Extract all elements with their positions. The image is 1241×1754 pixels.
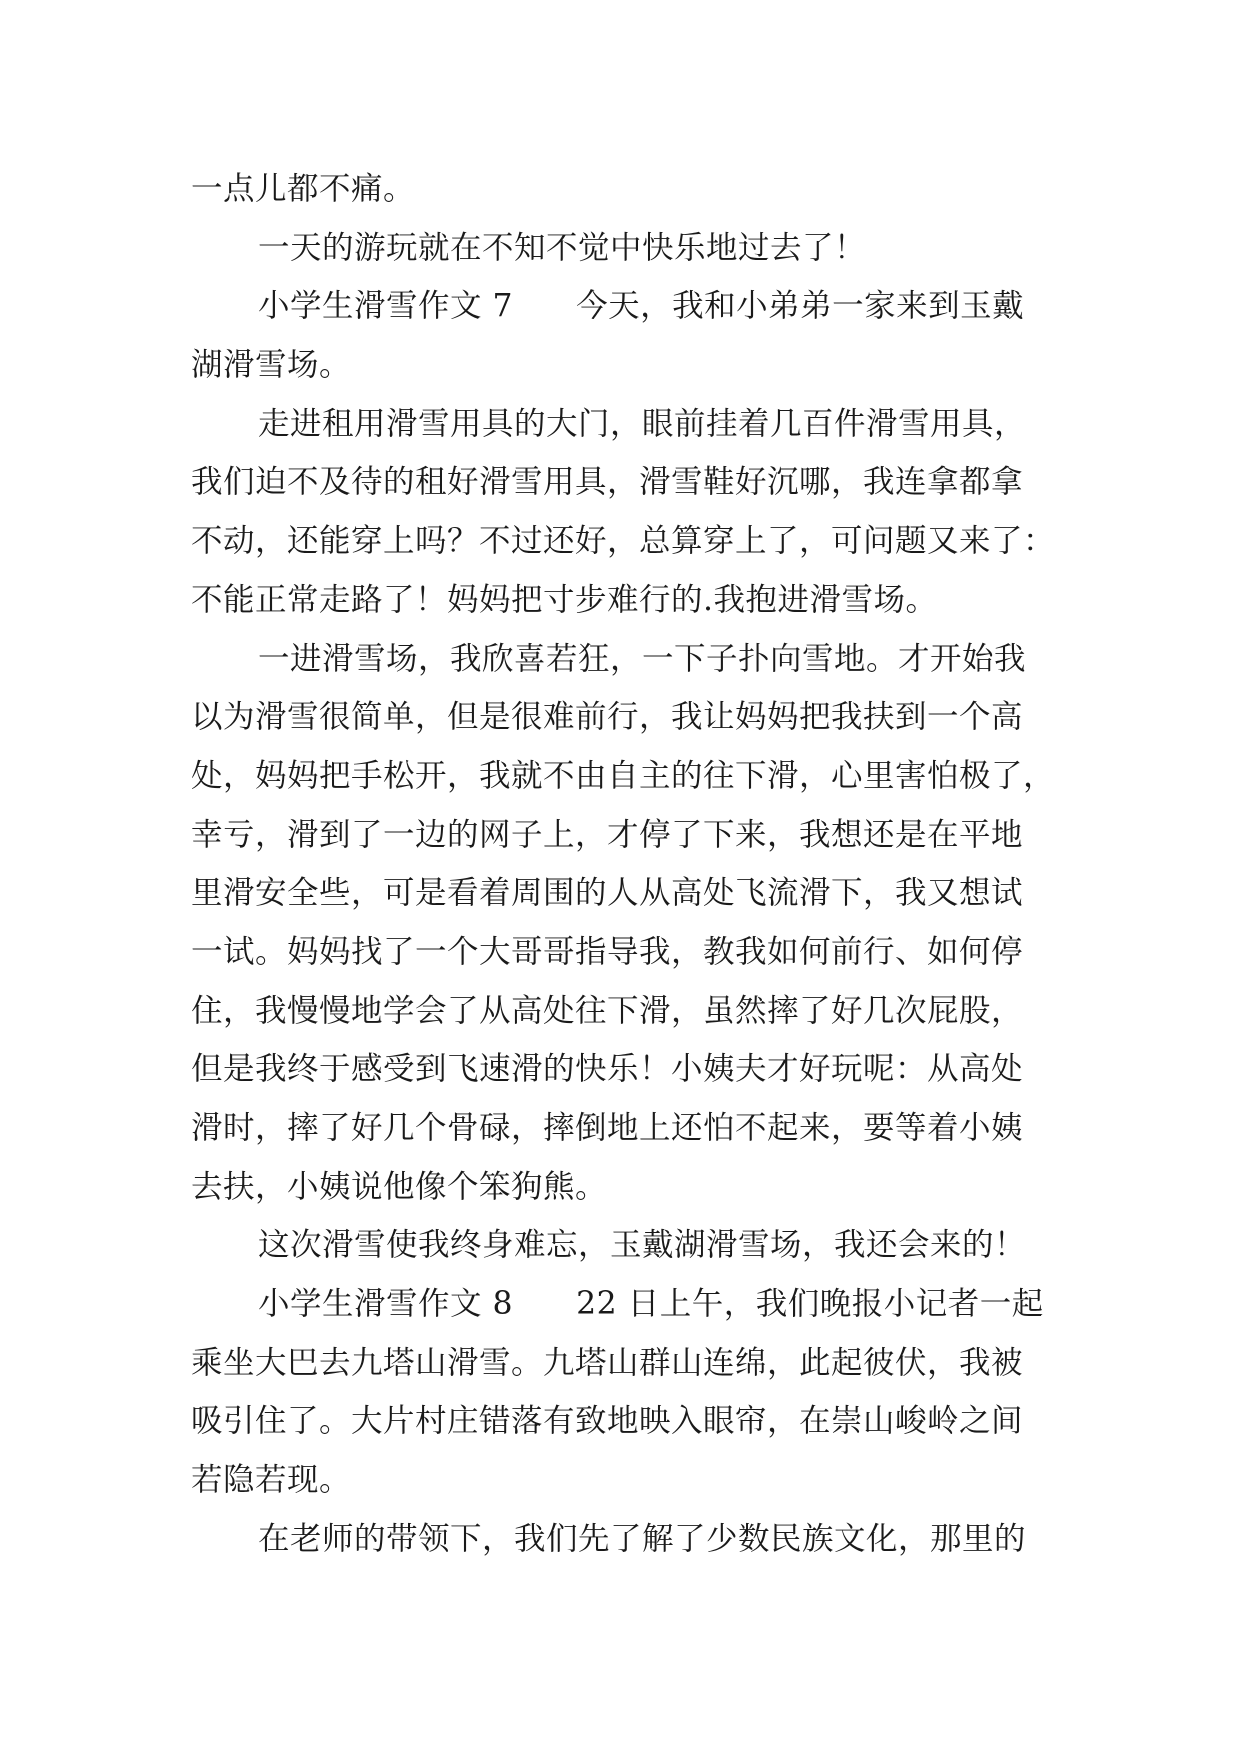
- text-line: 吸引住了。大片村庄错落有致地映入眼帘，在崇山峻岭之间: [191, 1403, 1024, 1440]
- text-line: 在老师的带领下，我们先了解了少数民族文化，那里的: [258, 1520, 1027, 1557]
- text-line: 不动，还能穿上吗？不过还好，总算穿上了，可问题又来了：: [191, 523, 1056, 560]
- essay-text: [191, 160, 1061, 1569]
- text-line: 一进滑雪场，我欣喜若狂，一下子扑向雪地。才开始我: [258, 640, 1027, 677]
- text-line: 但是我终于感受到飞速滑的快乐！小姨夫才好玩呢：从高处: [191, 1051, 1024, 1088]
- text-line: 处，妈妈把手松开，我就不由自主的往下滑，心里害怕极了，: [191, 757, 1056, 794]
- text-line: 去扶，小姨说他像个笨狗熊。: [191, 1168, 608, 1205]
- text-line: 这次滑雪使我终身难忘，玉戴湖滑雪场，我还会来的！: [258, 1227, 1027, 1264]
- text-line: 滑时，摔了好几个骨碌，摔倒地上还怕不起来，要等着小姨: [191, 1110, 1024, 1146]
- text-line: 走进租用滑雪用具的大门，眼前挂着几百件滑雪用具，: [258, 405, 1027, 442]
- text-line: 一天的游玩就在不知不觉中快乐地过去了！: [258, 229, 867, 266]
- text-line: 以为滑雪很简单，但是很难前行，我让妈妈把我扶到一个高: [191, 699, 1024, 736]
- essay-heading-8: 小学生滑雪作文 8 22 日上午，我们晚报小记者一起: [258, 1286, 1044, 1323]
- text-line: 里滑安全些，可是看着周围的人从高处飞流滑下，我又想试: [191, 875, 1024, 912]
- text-line: 住，我慢慢地学会了从高处往下滑，虽然摔了好几次屁股，: [191, 992, 1024, 1029]
- text-line: 湖滑雪场。: [191, 347, 352, 384]
- text-line: 一试。妈妈找了一个大哥哥指导我，教我如何前行、如何停: [191, 933, 1024, 970]
- text-line: 我们迫不及待的租好滑雪用具，滑雪鞋好沉哪，我连拿都拿: [191, 464, 1024, 501]
- text-line: 若隐若现。: [191, 1462, 352, 1499]
- essay-heading-7: 小学生滑雪作文 7 今天，我和小弟弟一家来到玉戴: [258, 288, 1025, 325]
- text-line: 乘坐大巴去九塔山滑雪。九塔山群山连绵，此起彼伏，我被: [191, 1344, 1024, 1381]
- text-line: 一点儿都不痛。: [191, 171, 416, 207]
- text-line: 幸亏，滑到了一边的网子上，才停了下来，我想还是在平地: [191, 816, 1024, 853]
- text-line: 不能正常走路了！妈妈把寸步难行的.我抱进滑雪场。: [191, 581, 938, 618]
